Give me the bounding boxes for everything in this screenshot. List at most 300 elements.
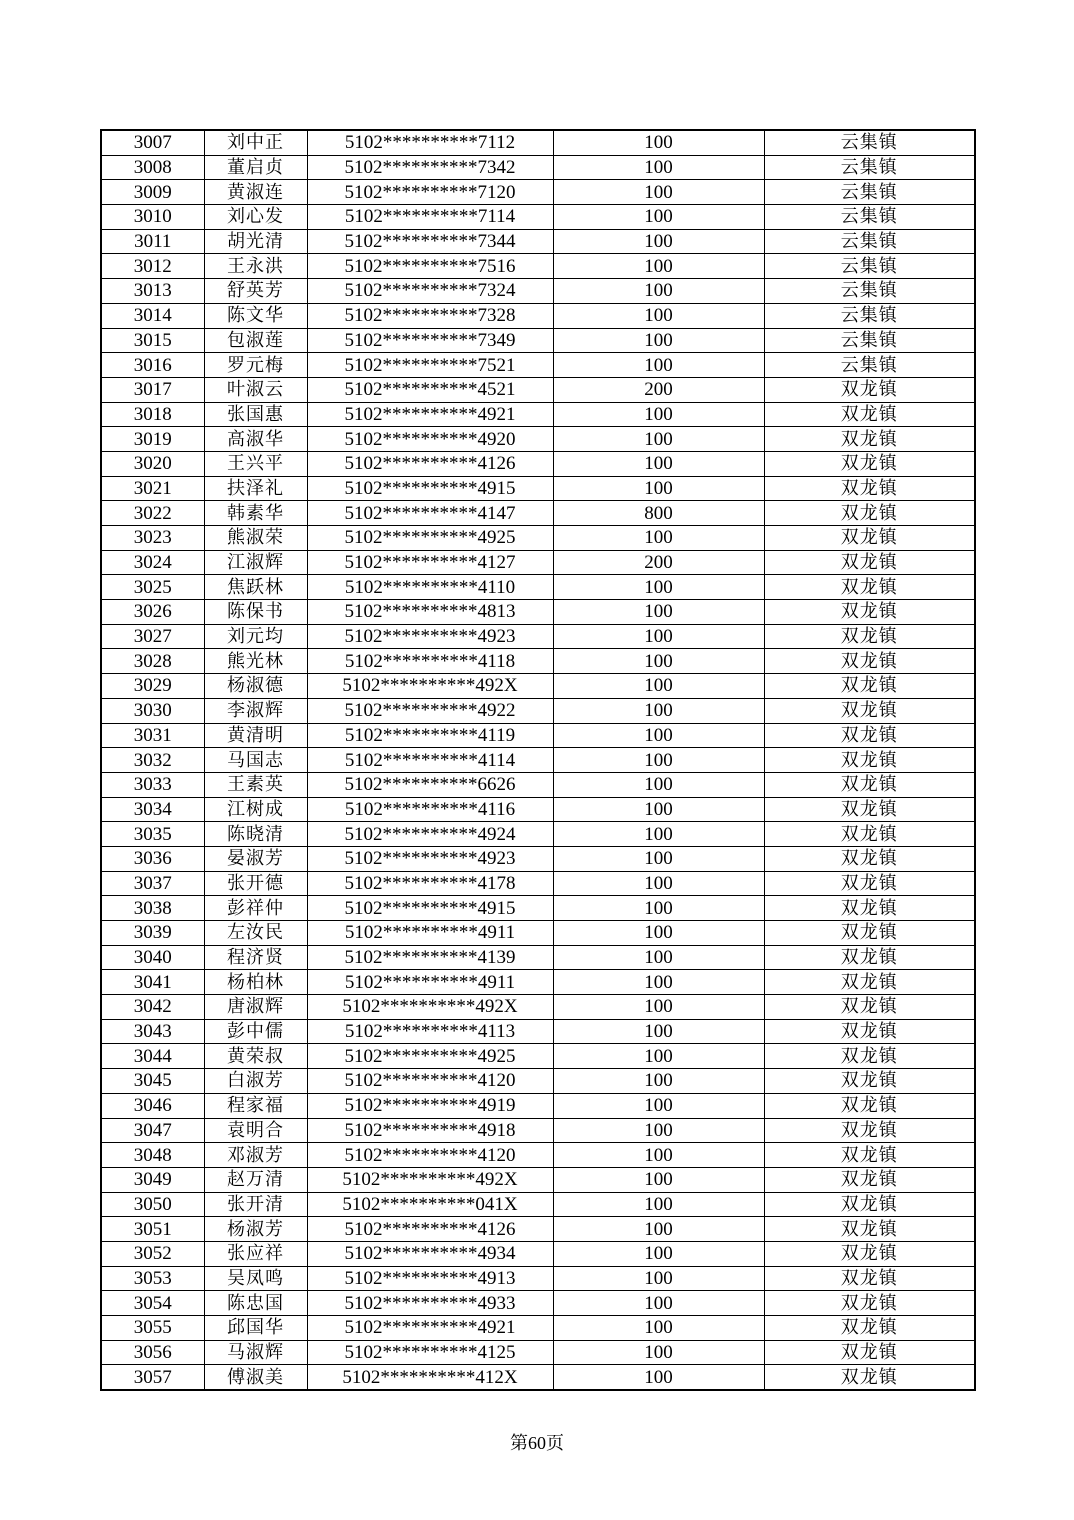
page-number: 第60页 (510, 1433, 564, 1453)
amount-cell: 800 (553, 501, 764, 526)
amount-cell: 100 (553, 1266, 764, 1291)
id-number-cell: 5102**********4521 (307, 377, 553, 402)
town-cell: 双龙镇 (764, 476, 975, 501)
serial-number-cell: 3046 (101, 1093, 204, 1118)
name-cell: 江树成 (204, 797, 307, 822)
name-cell: 黄淑连 (204, 180, 307, 205)
table-row (101, 1093, 975, 1118)
town-cell: 云集镇 (764, 353, 975, 378)
id-number-cell: 5102**********7521 (307, 353, 553, 378)
serial-number-cell: 3051 (101, 1217, 204, 1242)
amount-cell: 200 (553, 550, 764, 575)
table-row (101, 1316, 975, 1341)
serial-number-cell: 3007 (101, 130, 204, 155)
amount-cell: 100 (553, 303, 764, 328)
town-cell: 双龙镇 (764, 649, 975, 674)
table-row (101, 180, 975, 205)
serial-number-cell: 3038 (101, 896, 204, 921)
name-cell: 扶泽礼 (204, 476, 307, 501)
town-cell: 双龙镇 (764, 1143, 975, 1168)
table-row (101, 600, 975, 625)
amount-cell: 100 (553, 254, 764, 279)
amount-cell: 100 (553, 1069, 764, 1094)
id-number-cell: 5102**********4933 (307, 1291, 553, 1316)
serial-number-cell: 3045 (101, 1069, 204, 1094)
serial-number-cell: 3041 (101, 970, 204, 995)
name-cell: 王永洪 (204, 254, 307, 279)
amount-cell: 100 (553, 180, 764, 205)
town-cell: 双龙镇 (764, 1093, 975, 1118)
table-row (101, 1340, 975, 1365)
amount-cell: 100 (553, 995, 764, 1020)
id-number-cell: 5102**********7120 (307, 180, 553, 205)
table-row (101, 698, 975, 723)
amount-cell: 100 (553, 279, 764, 304)
serial-number-cell: 3021 (101, 476, 204, 501)
amount-cell: 100 (553, 1118, 764, 1143)
town-cell: 云集镇 (764, 229, 975, 254)
serial-number-cell: 3020 (101, 451, 204, 476)
name-cell: 程济贤 (204, 945, 307, 970)
serial-number-cell: 3026 (101, 600, 204, 625)
serial-number-cell: 3053 (101, 1266, 204, 1291)
id-number-cell: 5102**********4119 (307, 723, 553, 748)
town-cell: 双龙镇 (764, 1340, 975, 1365)
amount-cell: 100 (553, 674, 764, 699)
table-row (101, 377, 975, 402)
name-cell: 邓淑芳 (204, 1143, 307, 1168)
town-cell: 双龙镇 (764, 674, 975, 699)
id-number-cell: 5102**********4915 (307, 476, 553, 501)
amount-cell: 100 (553, 896, 764, 921)
id-number-cell: 5102**********7112 (307, 130, 553, 155)
id-number-cell: 5102**********4911 (307, 921, 553, 946)
name-cell: 傅淑美 (204, 1365, 307, 1390)
table-row (101, 1241, 975, 1266)
serial-number-cell: 3037 (101, 871, 204, 896)
town-cell: 双龙镇 (764, 945, 975, 970)
table-body (101, 130, 975, 1390)
table-row (101, 402, 975, 427)
amount-cell: 100 (553, 427, 764, 452)
id-number-cell: 5102**********4934 (307, 1241, 553, 1266)
name-cell: 焦跃林 (204, 575, 307, 600)
serial-number-cell: 3036 (101, 846, 204, 871)
id-number-cell: 5102**********4113 (307, 1019, 553, 1044)
amount-cell: 100 (553, 130, 764, 155)
amount-cell: 100 (553, 698, 764, 723)
table-row (101, 229, 975, 254)
town-cell: 云集镇 (764, 205, 975, 230)
town-cell: 双龙镇 (764, 822, 975, 847)
table-row (101, 995, 975, 1020)
town-cell: 双龙镇 (764, 896, 975, 921)
name-cell: 白淑芳 (204, 1069, 307, 1094)
id-number-cell: 5102**********4116 (307, 797, 553, 822)
town-cell: 双龙镇 (764, 1019, 975, 1044)
table-row (101, 1019, 975, 1044)
town-cell: 双龙镇 (764, 698, 975, 723)
table-row (101, 674, 975, 699)
amount-cell: 100 (553, 1316, 764, 1341)
name-cell: 黄荣叔 (204, 1044, 307, 1069)
name-cell: 张应祥 (204, 1241, 307, 1266)
town-cell: 双龙镇 (764, 1217, 975, 1242)
name-cell: 张开清 (204, 1192, 307, 1217)
town-cell: 双龙镇 (764, 427, 975, 452)
serial-number-cell: 3016 (101, 353, 204, 378)
serial-number-cell: 3052 (101, 1241, 204, 1266)
table-row (101, 1044, 975, 1069)
id-number-cell: 5102**********041X (307, 1192, 553, 1217)
serial-number-cell: 3049 (101, 1167, 204, 1192)
table-row (101, 649, 975, 674)
name-cell: 杨淑芳 (204, 1217, 307, 1242)
id-number-cell: 5102**********4120 (307, 1143, 553, 1168)
name-cell: 王兴平 (204, 451, 307, 476)
serial-number-cell: 3057 (101, 1365, 204, 1390)
amount-cell: 100 (553, 328, 764, 353)
id-number-cell: 5102**********4921 (307, 402, 553, 427)
town-cell: 双龙镇 (764, 1316, 975, 1341)
serial-number-cell: 3050 (101, 1192, 204, 1217)
id-number-cell: 5102**********4922 (307, 698, 553, 723)
id-number-cell: 5102**********7328 (307, 303, 553, 328)
id-number-cell: 5102**********7516 (307, 254, 553, 279)
town-cell: 双龙镇 (764, 871, 975, 896)
name-cell: 黄清明 (204, 723, 307, 748)
name-cell: 刘心发 (204, 205, 307, 230)
name-cell: 包淑莲 (204, 328, 307, 353)
id-number-cell: 5102**********4126 (307, 1217, 553, 1242)
serial-number-cell: 3039 (101, 921, 204, 946)
table-row (101, 1266, 975, 1291)
name-cell: 袁明合 (204, 1118, 307, 1143)
town-cell: 双龙镇 (764, 624, 975, 649)
name-cell: 陈忠国 (204, 1291, 307, 1316)
amount-cell: 100 (553, 772, 764, 797)
town-cell: 双龙镇 (764, 772, 975, 797)
id-number-cell: 5102**********492X (307, 995, 553, 1020)
name-cell: 晏淑芳 (204, 846, 307, 871)
table-row (101, 1365, 975, 1390)
id-number-cell: 5102**********7114 (307, 205, 553, 230)
name-cell: 程家福 (204, 1093, 307, 1118)
town-cell: 云集镇 (764, 130, 975, 155)
name-cell: 李淑辉 (204, 698, 307, 723)
name-cell: 马国志 (204, 748, 307, 773)
amount-cell: 100 (553, 970, 764, 995)
amount-cell: 100 (553, 1340, 764, 1365)
serial-number-cell: 3024 (101, 550, 204, 575)
table-row (101, 871, 975, 896)
table-row (101, 1167, 975, 1192)
amount-cell: 100 (553, 945, 764, 970)
serial-number-cell: 3014 (101, 303, 204, 328)
id-number-cell: 5102**********4925 (307, 526, 553, 551)
town-cell: 云集镇 (764, 303, 975, 328)
amount-cell: 100 (553, 797, 764, 822)
serial-number-cell: 3033 (101, 772, 204, 797)
town-cell: 双龙镇 (764, 402, 975, 427)
town-cell: 云集镇 (764, 254, 975, 279)
serial-number-cell: 3040 (101, 945, 204, 970)
table-row (101, 970, 975, 995)
id-number-cell: 5102**********4920 (307, 427, 553, 452)
id-number-cell: 5102**********4911 (307, 970, 553, 995)
id-number-cell: 5102**********7342 (307, 155, 553, 180)
name-cell: 陈文华 (204, 303, 307, 328)
name-cell: 邱国华 (204, 1316, 307, 1341)
id-number-cell: 5102**********7344 (307, 229, 553, 254)
serial-number-cell: 3047 (101, 1118, 204, 1143)
amount-cell: 100 (553, 476, 764, 501)
serial-number-cell: 3048 (101, 1143, 204, 1168)
amount-cell: 100 (553, 1143, 764, 1168)
id-number-cell: 5102**********4923 (307, 846, 553, 871)
amount-cell: 100 (553, 1019, 764, 1044)
serial-number-cell: 3017 (101, 377, 204, 402)
name-cell: 刘中正 (204, 130, 307, 155)
town-cell: 双龙镇 (764, 1266, 975, 1291)
table-row (101, 1143, 975, 1168)
id-number-cell: 5102**********4919 (307, 1093, 553, 1118)
name-cell: 江淑辉 (204, 550, 307, 575)
town-cell: 双龙镇 (764, 970, 975, 995)
id-number-cell: 5102**********4139 (307, 945, 553, 970)
serial-number-cell: 3030 (101, 698, 204, 723)
town-cell: 双龙镇 (764, 526, 975, 551)
amount-cell: 100 (553, 1044, 764, 1069)
town-cell: 双龙镇 (764, 550, 975, 575)
table-row (101, 526, 975, 551)
serial-number-cell: 3035 (101, 822, 204, 847)
serial-number-cell: 3031 (101, 723, 204, 748)
town-cell: 双龙镇 (764, 1192, 975, 1217)
table-row (101, 155, 975, 180)
serial-number-cell: 3042 (101, 995, 204, 1020)
name-cell: 熊淑荣 (204, 526, 307, 551)
table-row (101, 328, 975, 353)
table-row (101, 896, 975, 921)
amount-cell: 100 (553, 846, 764, 871)
town-cell: 云集镇 (764, 279, 975, 304)
table-row (101, 279, 975, 304)
serial-number-cell: 3043 (101, 1019, 204, 1044)
town-cell: 双龙镇 (764, 1291, 975, 1316)
serial-number-cell: 3055 (101, 1316, 204, 1341)
town-cell: 双龙镇 (764, 377, 975, 402)
name-cell: 左汝民 (204, 921, 307, 946)
amount-cell: 100 (553, 1217, 764, 1242)
table-row (101, 451, 975, 476)
table-row (101, 797, 975, 822)
amount-cell: 100 (553, 155, 764, 180)
serial-number-cell: 3013 (101, 279, 204, 304)
amount-cell: 100 (553, 1241, 764, 1266)
serial-number-cell: 3019 (101, 427, 204, 452)
town-cell: 双龙镇 (764, 797, 975, 822)
table-row (101, 130, 975, 155)
amount-cell: 100 (553, 649, 764, 674)
amount-cell: 100 (553, 229, 764, 254)
amount-cell: 100 (553, 1291, 764, 1316)
amount-cell: 100 (553, 353, 764, 378)
name-cell: 高淑华 (204, 427, 307, 452)
serial-number-cell: 3023 (101, 526, 204, 551)
town-cell: 云集镇 (764, 155, 975, 180)
id-number-cell: 5102**********4178 (307, 871, 553, 896)
id-number-cell: 5102**********4813 (307, 600, 553, 625)
table-row (101, 822, 975, 847)
table-row (101, 1069, 975, 1094)
amount-cell: 100 (553, 1167, 764, 1192)
town-cell: 双龙镇 (764, 451, 975, 476)
id-number-cell: 5102**********7349 (307, 328, 553, 353)
name-cell: 刘元均 (204, 624, 307, 649)
id-number-cell: 5102**********4126 (307, 451, 553, 476)
serial-number-cell: 3029 (101, 674, 204, 699)
name-cell: 唐淑辉 (204, 995, 307, 1020)
serial-number-cell: 3010 (101, 205, 204, 230)
table-row (101, 1291, 975, 1316)
name-cell: 彭祥仲 (204, 896, 307, 921)
name-cell: 熊光林 (204, 649, 307, 674)
serial-number-cell: 3015 (101, 328, 204, 353)
town-cell: 云集镇 (764, 328, 975, 353)
amount-cell: 100 (553, 1365, 764, 1390)
table-row (101, 205, 975, 230)
amount-cell: 100 (553, 822, 764, 847)
town-cell: 双龙镇 (764, 1069, 975, 1094)
table-row (101, 550, 975, 575)
serial-number-cell: 3044 (101, 1044, 204, 1069)
id-number-cell: 5102**********4147 (307, 501, 553, 526)
id-number-cell: 5102**********4921 (307, 1316, 553, 1341)
amount-cell: 100 (553, 600, 764, 625)
serial-number-cell: 3054 (101, 1291, 204, 1316)
id-number-cell: 5102**********4110 (307, 575, 553, 600)
id-number-cell: 5102**********7324 (307, 279, 553, 304)
amount-cell: 100 (553, 921, 764, 946)
name-cell: 马淑辉 (204, 1340, 307, 1365)
table-row (101, 748, 975, 773)
town-cell: 双龙镇 (764, 921, 975, 946)
town-cell: 双龙镇 (764, 748, 975, 773)
name-cell: 胡光清 (204, 229, 307, 254)
table-row (101, 501, 975, 526)
name-cell: 董启贞 (204, 155, 307, 180)
name-cell: 张开德 (204, 871, 307, 896)
town-cell: 双龙镇 (764, 1044, 975, 1069)
serial-number-cell: 3011 (101, 229, 204, 254)
id-number-cell: 5102**********4125 (307, 1340, 553, 1365)
table-row (101, 723, 975, 748)
amount-cell: 100 (553, 1093, 764, 1118)
table-row (101, 303, 975, 328)
serial-number-cell: 3012 (101, 254, 204, 279)
table-row (101, 772, 975, 797)
amount-cell: 200 (553, 377, 764, 402)
id-number-cell: 5102**********412X (307, 1365, 553, 1390)
town-cell: 双龙镇 (764, 600, 975, 625)
amount-cell: 100 (553, 748, 764, 773)
id-number-cell: 5102**********4120 (307, 1069, 553, 1094)
id-number-cell: 5102**********4923 (307, 624, 553, 649)
town-cell: 双龙镇 (764, 501, 975, 526)
serial-number-cell: 3032 (101, 748, 204, 773)
amount-cell: 100 (553, 575, 764, 600)
table-row (101, 427, 975, 452)
town-cell: 云集镇 (764, 180, 975, 205)
amount-cell: 100 (553, 723, 764, 748)
id-number-cell: 5102**********4924 (307, 822, 553, 847)
town-cell: 双龙镇 (764, 1167, 975, 1192)
name-cell: 王素英 (204, 772, 307, 797)
id-number-cell: 5102**********4918 (307, 1118, 553, 1143)
table-row (101, 1118, 975, 1143)
name-cell: 舒英芳 (204, 279, 307, 304)
name-cell: 韩素华 (204, 501, 307, 526)
town-cell: 双龙镇 (764, 575, 975, 600)
serial-number-cell: 3009 (101, 180, 204, 205)
name-cell: 陈保书 (204, 600, 307, 625)
name-cell: 杨淑德 (204, 674, 307, 699)
id-number-cell: 5102**********4118 (307, 649, 553, 674)
id-number-cell: 5102**********4915 (307, 896, 553, 921)
id-number-cell: 5102**********6626 (307, 772, 553, 797)
name-cell: 叶淑云 (204, 377, 307, 402)
name-cell: 赵万清 (204, 1167, 307, 1192)
payment-table (100, 129, 976, 1391)
id-number-cell: 5102**********4913 (307, 1266, 553, 1291)
serial-number-cell: 3027 (101, 624, 204, 649)
table-row (101, 921, 975, 946)
name-cell: 彭中儒 (204, 1019, 307, 1044)
serial-number-cell: 3025 (101, 575, 204, 600)
town-cell: 双龙镇 (764, 846, 975, 871)
serial-number-cell: 3022 (101, 501, 204, 526)
table-row (101, 624, 975, 649)
amount-cell: 100 (553, 1192, 764, 1217)
amount-cell: 100 (553, 451, 764, 476)
serial-number-cell: 3018 (101, 402, 204, 427)
amount-cell: 100 (553, 624, 764, 649)
name-cell: 罗元梅 (204, 353, 307, 378)
serial-number-cell: 3028 (101, 649, 204, 674)
serial-number-cell: 3008 (101, 155, 204, 180)
town-cell: 双龙镇 (764, 1241, 975, 1266)
id-number-cell: 5102**********4114 (307, 748, 553, 773)
serial-number-cell: 3034 (101, 797, 204, 822)
table-row (101, 945, 975, 970)
name-cell: 陈晓清 (204, 822, 307, 847)
id-number-cell: 5102**********4127 (307, 550, 553, 575)
serial-number-cell: 3056 (101, 1340, 204, 1365)
town-cell: 双龙镇 (764, 1365, 975, 1390)
id-number-cell: 5102**********4925 (307, 1044, 553, 1069)
table-row (101, 1192, 975, 1217)
id-number-cell: 5102**********492X (307, 674, 553, 699)
table-row (101, 476, 975, 501)
amount-cell: 100 (553, 526, 764, 551)
table-row (101, 575, 975, 600)
table-row (101, 254, 975, 279)
town-cell: 双龙镇 (764, 723, 975, 748)
amount-cell: 100 (553, 205, 764, 230)
amount-cell: 100 (553, 871, 764, 896)
table-row (101, 353, 975, 378)
